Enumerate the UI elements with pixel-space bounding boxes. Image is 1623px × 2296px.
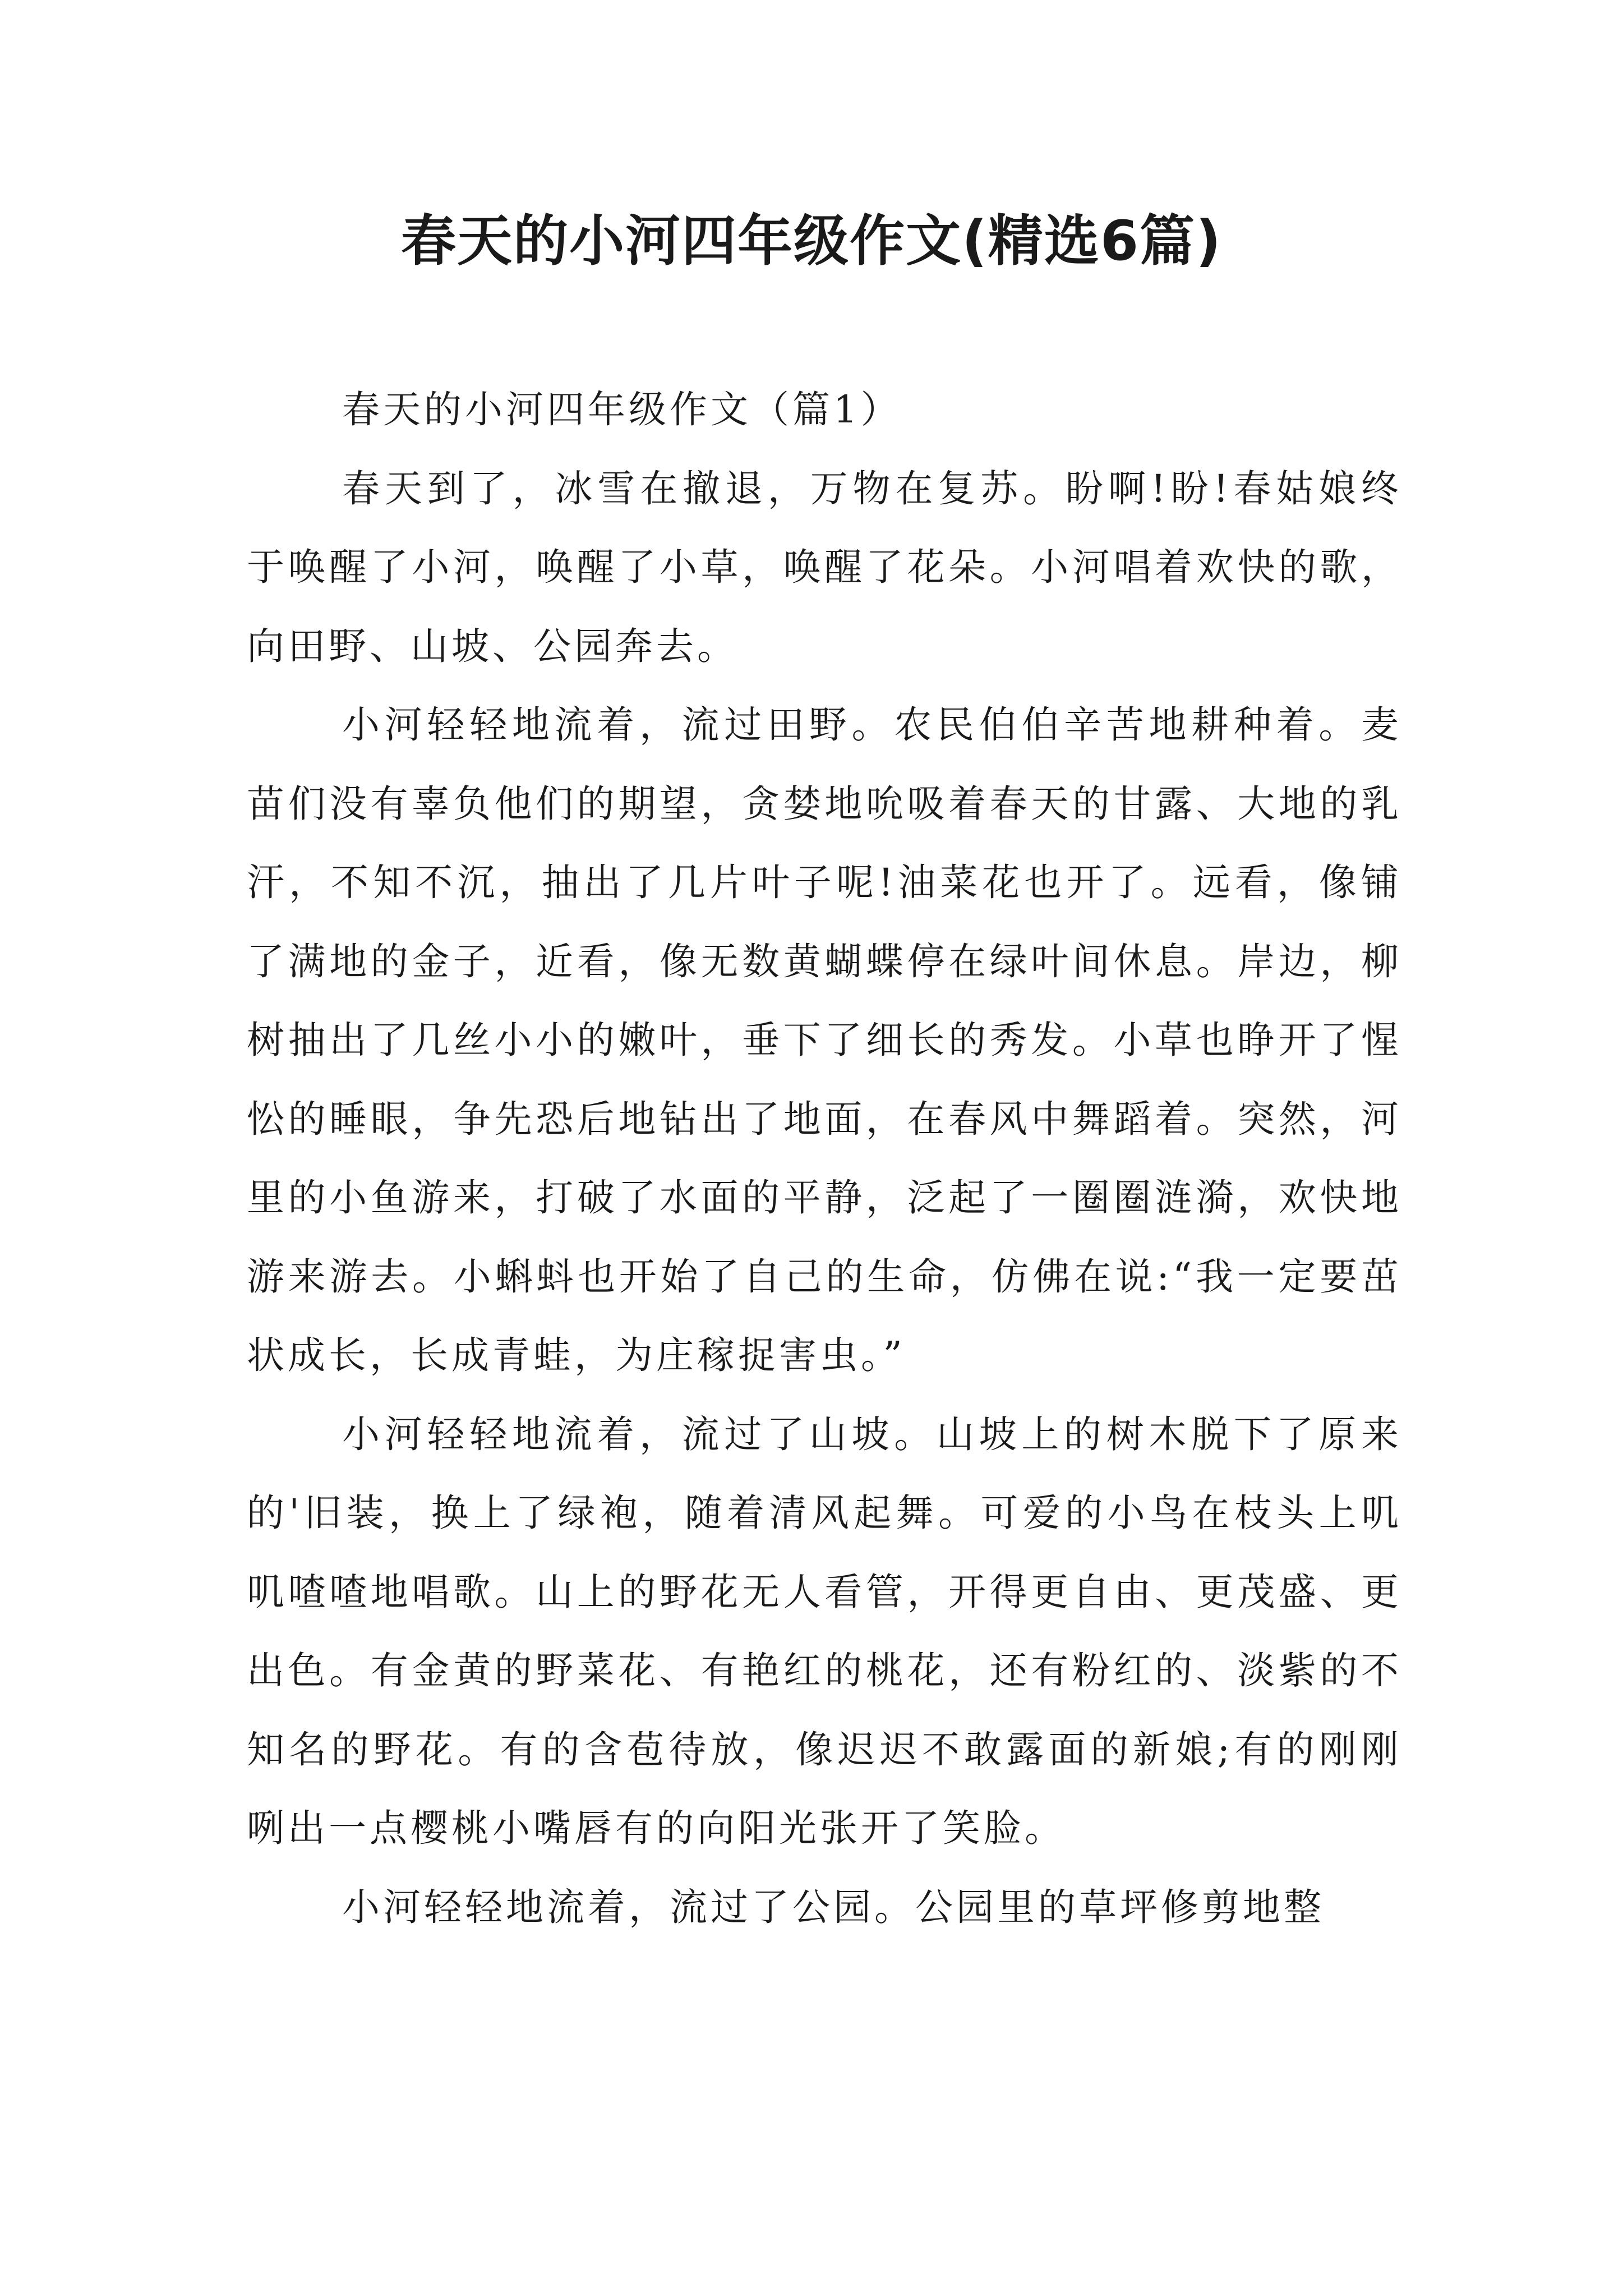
- paragraph: 小河轻轻地流着，流过了山坡。山坡上的树木脱下了原来的'旧装，换上了绿袍，随着清风起舞。可爱的小鸟在枝头上叽叽喳喳地唱歌。山上的野花无人看管，开得更自由、更茂盛、更出色。有金黄的野菜花、有艳红的桃花，还有粉红的、淡紫的不知名的野花。有的含苞待放，像迟迟不敢露面的新娘;有的刚刚咧出一点樱桃小嘴唇有的向阳光张开了笑脸。: [247, 1412, 1402, 1850]
- document-title: 春天的小河四年级作文(精选6篇): [401, 209, 1222, 273]
- paragraph: 小河轻轻地流着，流过了公园。公园里的草坪修剪地整: [342, 1885, 1325, 1929]
- section-heading: 春天的小河四年级作文（篇1）: [342, 388, 902, 431]
- paragraph: 小河轻轻地流着，流过田野。农民伯伯辛苦地耕种着。麦苗们没有辜负他们的期望，贪婪地吮吸着春天的甘露、大地的乳汗，不知不沉，抽出了几片叶子呢!油菜花也开了。远看，像铺了满地的金子，近看，像无数黄蝴蝶停在绿叶间休息。岸边，柳树抽出了几丝小小的嫩叶，垂下了细长的秀发。小草也睁开了惺忪的睡眼，争先恐后地钻出了地面，在春风中舞蹈着。突然，河里的小鱼游来，打破了水面的平静，泛起了一圈圈涟漪，欢快地游来游去。小蝌蚪也开始了自己的生命，仿佛在说:“我一定要茁状成长，长成青蛙，为庄稼捉害虫。”: [247, 703, 1402, 1377]
- document-body: [247, 370, 1402, 1947]
- paragraph: 春天到了，冰雪在撤退，万物在复苏。盼啊!盼!春姑娘终于唤醒了小河，唤醒了小草，唤醒了花朵。小河唱着欢快的歌，向田野、山坡、公园奔去。: [247, 466, 1402, 668]
